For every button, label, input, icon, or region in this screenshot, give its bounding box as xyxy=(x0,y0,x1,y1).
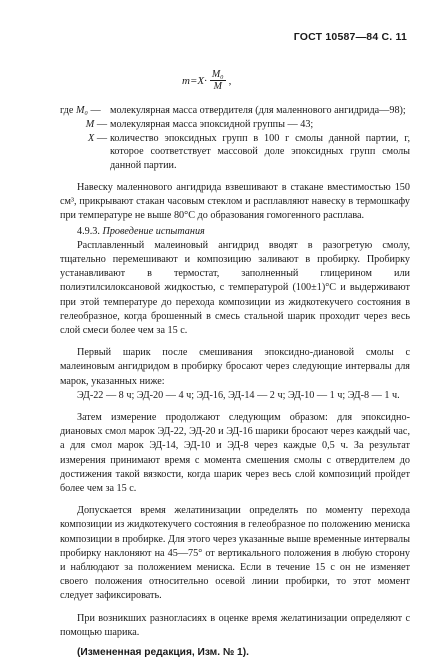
definition-symbol: X xyxy=(88,132,95,144)
definition-desc: молекулярная масса эпоксидной группы — 43; xyxy=(110,118,314,130)
formula-numerator: M₀ xyxy=(211,69,224,80)
paragraph-preparation: Навеску маленнового ангидрида взвешивают в стакане вместимостью 150 см³, прикрывают стакан часовым стеклом и расплавляют навеску в термошкафу при температуре не выше 80°С до образования гомогенного расплава. xyxy=(60,181,410,222)
definition-term xyxy=(60,104,110,118)
definition-desc: молекулярная масса отвердителя (для маленнового ангидрида—98); xyxy=(110,105,406,116)
formula-denominator: M xyxy=(213,81,222,92)
paragraph-meniscus: Допускается время желатинизации определять по моменту перехода композиции из жидкотекучего состояния в гелеобразное по положению мениска композиции в пробирке. Для этого через указанные выше временные интервалы пробирку наклоняют на 45—75° от вертикального положения в любую сторону и наблюдают за положением мениска. Если в течение 15 с он не изменяет своего положения относительно осевой линии пробирки, то этот момент следует зафиксировать. xyxy=(60,505,410,602)
definition-symbol: M₀ xyxy=(75,105,88,116)
definition-dash: — xyxy=(94,118,107,130)
section-title: Проведение испытания xyxy=(102,225,205,237)
definition-desc: количество эпоксидных групп в 100 г смолы данной партии, г, которое соответствует массовой доле эпоксидных групп смолы данной партии. xyxy=(110,132,410,172)
definition-dash: — xyxy=(94,132,107,144)
definition-row xyxy=(60,104,410,118)
formula xyxy=(182,69,231,92)
paragraph-measurement: Затем измерение продолжают следующим образом: для эпоксидно-диановых смол марок ЭД-22, ЭД-20 и ЭД-16 шарики бросают через каждый час, а для смол марок ЭД-14, ЭД-10 и ЭД-8 через каждые 0,5 ч. За результат измерения принимают время с момента смешения смолы с отвердителем до достижения такой вязкости, когда шарик через весь слой композиций пройдет более чем за 15 с. xyxy=(60,412,410,495)
section-number: 4.9.3. xyxy=(77,225,100,237)
section-heading xyxy=(60,225,410,239)
document-body xyxy=(60,104,410,660)
paragraph-disputes: При возникших разногласиях в оценке время желатинизации определяют с помощью шарика. xyxy=(60,612,410,638)
amendment-note: (Измененная редакция, Изм. № 1). xyxy=(77,647,249,659)
definition-term xyxy=(60,132,110,173)
formula-fraction xyxy=(210,69,226,92)
definition-symbol: M xyxy=(85,118,95,130)
paragraph-first-ball: Первый шарик после смешивания эпоксидно-диановой смолы с малеиновым ангидридом в пробирку бросают через следующие интервалы для марок, указанных ниже: xyxy=(60,347,410,387)
definition-prefix: где xyxy=(60,105,74,116)
formula-lhs: m=X· xyxy=(182,74,207,87)
definition-term xyxy=(60,118,110,132)
paragraph-intervals: ЭД-22 — 8 ч; ЭД-20 — 4 ч; ЭД-16, ЭД-14 — 2 ч; ЭД-10 — 1 ч; ЭД-8 — 1 ч. xyxy=(77,389,400,401)
definition-row xyxy=(60,118,410,132)
definitions-list xyxy=(60,104,410,173)
page-header: ГОСТ 10587—84 С. 11 xyxy=(293,31,407,43)
definition-dash: — xyxy=(87,105,101,116)
definition-row xyxy=(60,132,410,173)
formula-tail: , xyxy=(228,74,232,87)
paragraph-procedure: Расплавленный малеиновый ангидрид вводят в разогретую смолу, тщательно перемешивают и композицию заливают в пробирку. Пробирку устанавливают в термостат, заполненный глицерином или полиэтилсилоксановой жидкостью, с температурой (100±1)°С и выдерживают при этой температуре до перехода композиции из жидкотекучего состояния в гелеобразное, когда брошенный в смесь стальной шарик проходит через весь слой смеси более чем за 15 с. xyxy=(60,239,410,337)
